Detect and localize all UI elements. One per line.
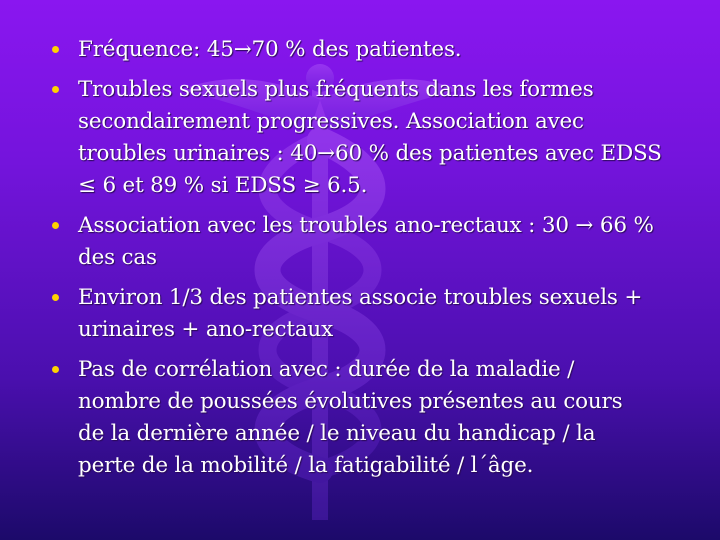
bullet-dot-icon bbox=[52, 294, 59, 301]
bullet-text-line: ≤ 6 et 89 % si EDSS ≥ 6.5. bbox=[78, 173, 368, 198]
bullet-dot-icon bbox=[52, 86, 59, 93]
bullet-text-line: Pas de corrélation avec : durée de la maladie / bbox=[78, 357, 575, 382]
bullet-text-line: Fréquence: 45→70 % des patientes. bbox=[78, 37, 462, 62]
bullet-text-line: secondairement progressives. Association avec bbox=[78, 109, 584, 134]
bullet-text-line: Troubles sexuels plus fréquents dans les formes bbox=[78, 77, 594, 102]
bullet-item-correlation bbox=[52, 354, 682, 482]
bullet-text-line: des cas bbox=[78, 245, 157, 270]
bullet-text-line: perte de la mobilité / la fatigabilité / l´âge. bbox=[78, 453, 534, 478]
bullet-text-line: Association avec les troubles ano-rectaux : 30 → 66 % bbox=[78, 213, 654, 238]
bullet-list bbox=[52, 34, 682, 490]
bullet-text-line: nombre de poussées évolutives présentes au cours bbox=[78, 389, 623, 414]
bullet-text-line: urinaires + ano-rectaux bbox=[78, 317, 334, 342]
bullet-text-line: troubles urinaires : 40→60 % des patientes avec EDSS bbox=[78, 141, 662, 166]
bullet-dot-icon bbox=[52, 366, 59, 373]
bullet-item-frequence bbox=[52, 34, 682, 66]
bullet-item-troubles-sexuels bbox=[52, 74, 682, 202]
bullet-dot-icon bbox=[52, 222, 59, 229]
bullet-item-environ bbox=[52, 282, 682, 346]
bullet-dot-icon bbox=[52, 46, 59, 53]
bullet-text-line: Environ 1/3 des patientes associe troubles sexuels + bbox=[78, 285, 643, 310]
bullet-item-ano-rectaux bbox=[52, 210, 682, 274]
bullet-text-line: de la dernière année / le niveau du handicap / la bbox=[78, 421, 596, 446]
